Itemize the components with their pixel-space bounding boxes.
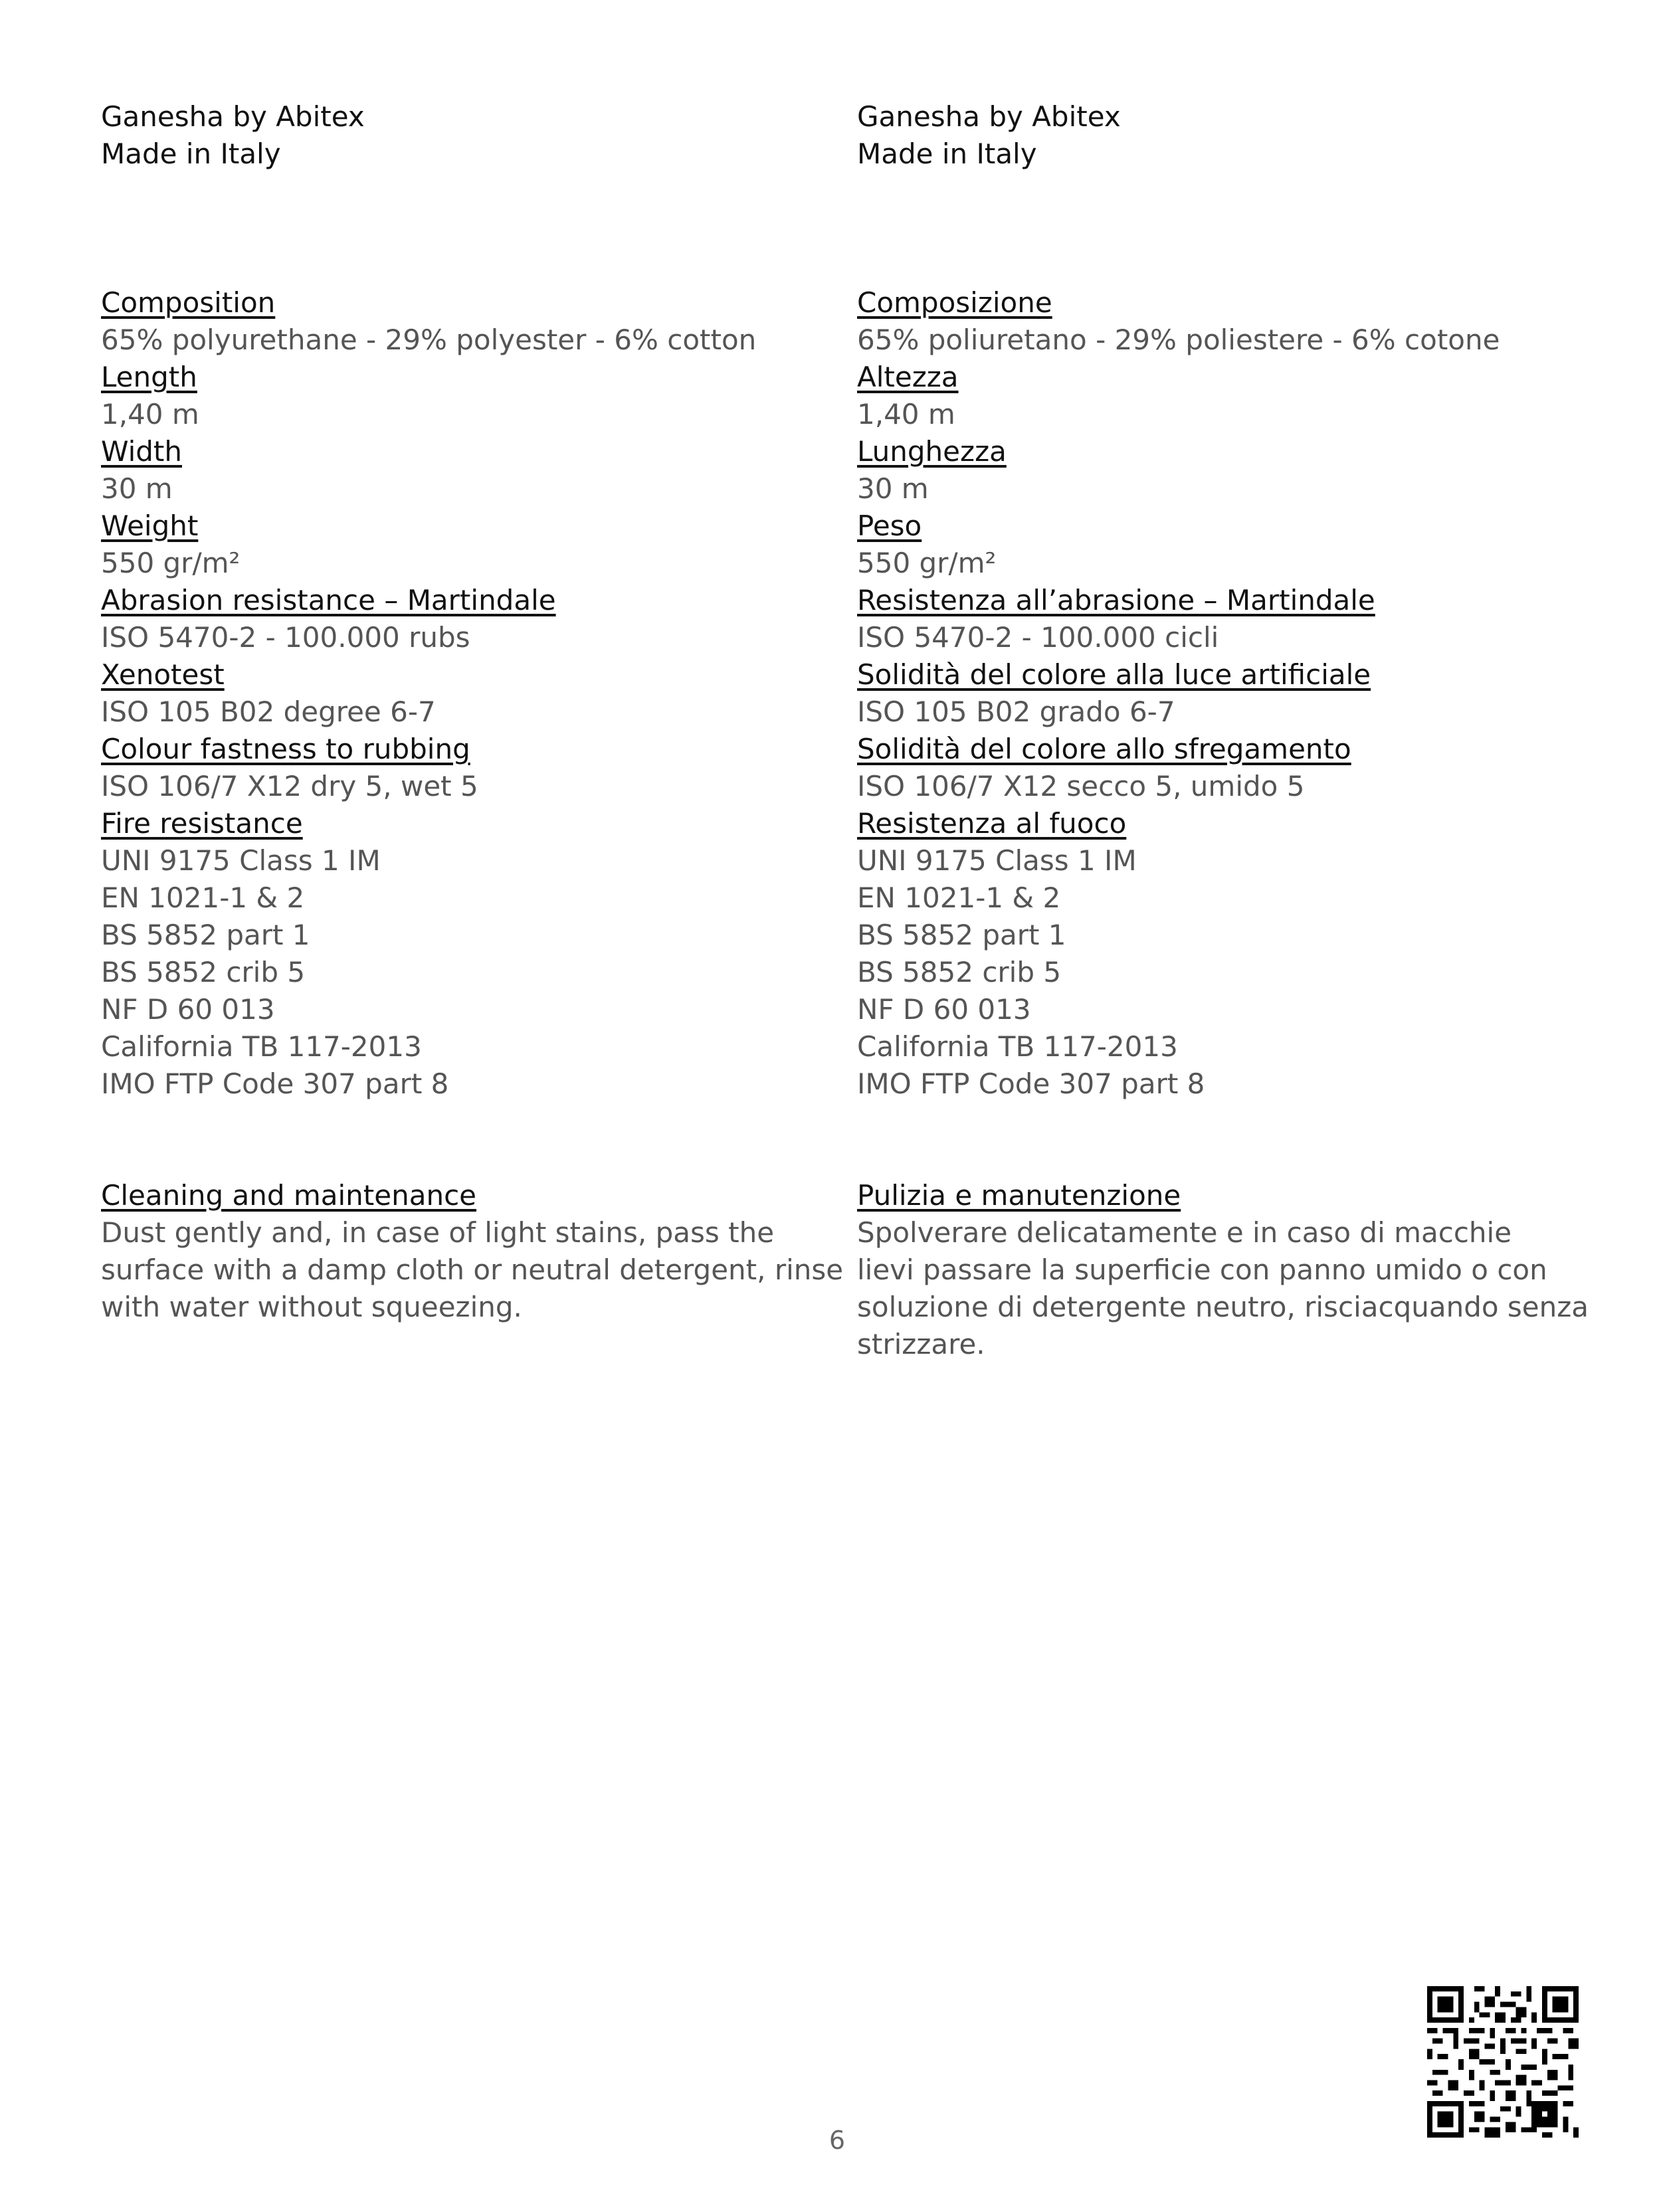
brand-origin: Made in Italy — [101, 138, 281, 170]
qr-code-icon — [1427, 1986, 1579, 2138]
brand-name: Ganesha by Abitex — [101, 100, 365, 133]
spec-value-fire: IMO FTP Code 307 part 8 — [101, 1067, 449, 1100]
spec-value-height: 1,40 m — [857, 398, 955, 430]
cleaning-line: Spolverare delicatamente e in caso di macchie — [857, 1216, 1512, 1249]
brand-name: Ganesha by Abitex — [857, 100, 1121, 133]
cleaning-line: with water without squeezing. — [101, 1291, 522, 1323]
spec-value-composition: 65% polyurethane - 29% polyester - 6% cotton — [101, 323, 757, 356]
spec-label-width: Width — [101, 435, 183, 468]
spec-label-rubbing: Colour fastness to rubbing — [101, 733, 470, 765]
spec-value-fire: NF D 60 013 — [857, 993, 1031, 1026]
italian-column — [857, 98, 1588, 1363]
spec-label-length: Lunghezza — [857, 435, 1007, 468]
spec-value-xenotest: ISO 105 B02 degree 6-7 — [101, 695, 436, 728]
spec-value-fire: EN 1021-1 & 2 — [101, 881, 305, 914]
spec-label-height: Altezza — [857, 361, 959, 393]
spec-value-fire: BS 5852 part 1 — [857, 919, 1066, 951]
cleaning-line: Dust gently and, in case of light stains, pass the — [101, 1216, 775, 1249]
cleaning-label: Cleaning and maintenance — [101, 1179, 477, 1212]
spec-label-rubbing: Solidità del colore allo sfregamento — [857, 733, 1351, 765]
spec-list — [857, 284, 1588, 1103]
spec-label-abrasion: Abrasion resistance – Martindale — [101, 584, 556, 616]
english-column — [101, 98, 844, 1326]
spec-value-fire: UNI 9175 Class 1 IM — [857, 844, 1137, 877]
spec-value-weight: 550 gr/m² — [101, 547, 241, 579]
cleaning-line: surface with a damp cloth or neutral detergent, rinse — [101, 1253, 844, 1286]
spec-value-fire: BS 5852 part 1 — [101, 919, 310, 951]
spec-value-rubbing: ISO 106/7 X12 dry 5, wet 5 — [101, 770, 478, 802]
spec-label-composition: Composition — [101, 286, 276, 319]
spec-value-light-fastness: ISO 105 B02 grado 6-7 — [857, 695, 1175, 728]
spec-value-fire: UNI 9175 Class 1 IM — [101, 844, 381, 877]
spec-label-composition: Composizione — [857, 286, 1052, 319]
page-number: 6 — [829, 2126, 846, 2155]
spec-label-light-fastness: Solidità del colore alla luce artificiale — [857, 658, 1371, 691]
spec-value-fire: California TB 117-2013 — [101, 1030, 422, 1063]
spec-label-abrasion: Resistenza all’abrasione – Martindale — [857, 584, 1375, 616]
cleaning-label: Pulizia e manutenzione — [857, 1179, 1181, 1212]
spec-label-xenotest: Xenotest — [101, 658, 225, 691]
cleaning-section — [857, 1177, 1588, 1363]
cleaning-line: strizzare. — [857, 1328, 985, 1360]
cleaning-text — [857, 1214, 1589, 1363]
spec-value-composition: 65% poliuretano - 29% poliestere - 6% cotone — [857, 323, 1500, 356]
spec-value-length: 1,40 m — [101, 398, 199, 430]
spec-value-fire: IMO FTP Code 307 part 8 — [857, 1067, 1205, 1100]
spec-label-weight: Peso — [857, 509, 922, 542]
spec-label-fire: Fire resistance — [101, 807, 303, 840]
cleaning-section — [101, 1177, 844, 1326]
brand-origin: Made in Italy — [857, 138, 1037, 170]
spec-value-abrasion: ISO 5470-2 - 100.000 rubs — [101, 621, 470, 654]
spec-label-length: Length — [101, 361, 197, 393]
cleaning-line: lievi passare la superficie con panno umido o con — [857, 1253, 1547, 1286]
brand-block — [857, 98, 1588, 173]
brand-block — [101, 98, 832, 173]
spec-value-width: 30 m — [101, 472, 173, 505]
spec-value-fire: BS 5852 crib 5 — [101, 956, 306, 988]
spec-value-fire: EN 1021-1 & 2 — [857, 881, 1061, 914]
spec-list — [101, 284, 832, 1103]
spec-value-weight: 550 gr/m² — [857, 547, 997, 579]
cleaning-text — [101, 1214, 844, 1326]
spec-value-rubbing: ISO 106/7 X12 secco 5, umido 5 — [857, 770, 1305, 802]
spec-value-abrasion: ISO 5470-2 - 100.000 cicli — [857, 621, 1219, 654]
cleaning-line: soluzione di detergente neutro, risciacquando senza — [857, 1291, 1589, 1323]
spec-value-length: 30 m — [857, 472, 929, 505]
spec-value-fire: NF D 60 013 — [101, 993, 275, 1026]
spec-value-fire: California TB 117-2013 — [857, 1030, 1178, 1063]
spec-label-weight: Weight — [101, 509, 199, 542]
spec-value-fire: BS 5852 crib 5 — [857, 956, 1062, 988]
spec-label-fire: Resistenza al fuoco — [857, 807, 1127, 840]
